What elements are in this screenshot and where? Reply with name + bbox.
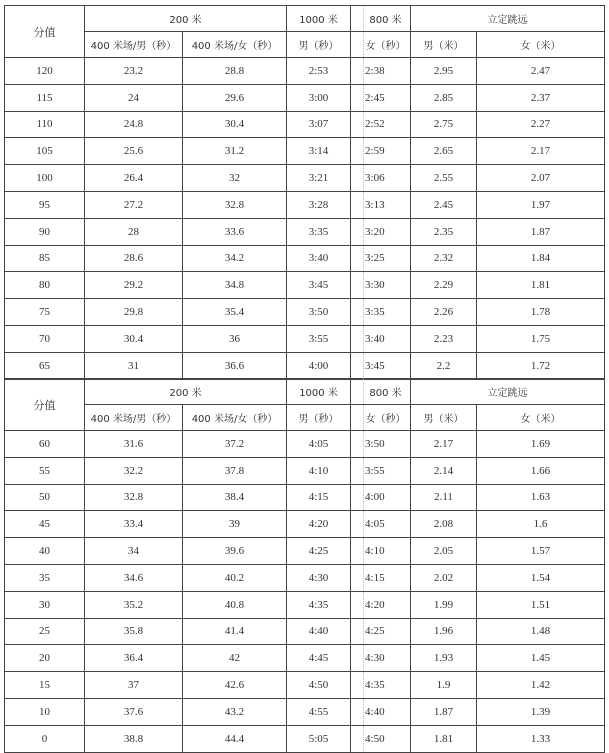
table-row bbox=[5, 564, 605, 591]
table-row bbox=[5, 218, 605, 245]
cell-200m-male: 37 bbox=[85, 672, 183, 699]
cell-200m-female: 40.2 bbox=[183, 564, 287, 591]
cell-jump-female: 1.97 bbox=[477, 191, 605, 218]
cell-800m-female: 3:40 bbox=[351, 325, 411, 352]
table-row bbox=[5, 538, 605, 565]
cell-1000m-male: 3:40 bbox=[287, 245, 351, 272]
table-row bbox=[5, 457, 605, 484]
cell-800m-female: 2:52 bbox=[351, 111, 411, 138]
header-200m-female: 400 米场/女（秒） bbox=[183, 405, 287, 431]
table-row bbox=[5, 484, 605, 511]
cell-800m-female: 3:45 bbox=[351, 352, 411, 379]
header-800m-female: 女（秒） bbox=[351, 32, 411, 58]
cell-jump-male: 2.32 bbox=[411, 245, 477, 272]
cell-800m-female: 4:30 bbox=[351, 645, 411, 672]
cell-200m-female: 37.8 bbox=[183, 457, 287, 484]
cell-1000m-male: 5:05 bbox=[287, 725, 351, 752]
cell-jump-male: 2.55 bbox=[411, 165, 477, 192]
cell-jump-female: 1.42 bbox=[477, 672, 605, 699]
header-standing-jump: 立定跳远 bbox=[411, 6, 605, 32]
cell-jump-female: 1.84 bbox=[477, 245, 605, 272]
header-1000m-male: 男（秒） bbox=[287, 405, 351, 431]
cell-score: 70 bbox=[5, 325, 85, 352]
cell-200m-male: 24 bbox=[85, 84, 183, 111]
cell-jump-male: 2.11 bbox=[411, 484, 477, 511]
header-score: 分值 bbox=[5, 6, 85, 58]
cell-jump-female: 1.33 bbox=[477, 725, 605, 752]
cell-jump-male: 2.23 bbox=[411, 325, 477, 352]
table-row bbox=[5, 58, 605, 85]
cell-jump-female: 1.81 bbox=[477, 272, 605, 299]
header-jump-male: 男（米） bbox=[411, 32, 477, 58]
score-table-upper bbox=[4, 5, 605, 380]
cell-score: 110 bbox=[5, 111, 85, 138]
cell-1000m-male: 4:40 bbox=[287, 618, 351, 645]
cell-200m-female: 39.6 bbox=[183, 538, 287, 565]
table-row bbox=[5, 245, 605, 272]
cell-score: 0 bbox=[5, 725, 85, 752]
header-row-groups bbox=[5, 6, 605, 32]
header-row-subs bbox=[5, 405, 605, 431]
cell-score: 15 bbox=[5, 672, 85, 699]
table-row bbox=[5, 272, 605, 299]
cell-200m-female: 42 bbox=[183, 645, 287, 672]
cell-200m-female: 43.2 bbox=[183, 698, 287, 725]
cell-800m-female: 3:30 bbox=[351, 272, 411, 299]
cell-jump-female: 1.48 bbox=[477, 618, 605, 645]
cell-1000m-male: 4:35 bbox=[287, 591, 351, 618]
cell-200m-female: 32 bbox=[183, 165, 287, 192]
cell-score: 50 bbox=[5, 484, 85, 511]
cell-score: 100 bbox=[5, 165, 85, 192]
table-row bbox=[5, 431, 605, 458]
cell-800m-female: 3:20 bbox=[351, 218, 411, 245]
cell-jump-male: 1.81 bbox=[411, 725, 477, 752]
cell-200m-female: 40.8 bbox=[183, 591, 287, 618]
cell-jump-male: 2.17 bbox=[411, 431, 477, 458]
cell-800m-female: 4:00 bbox=[351, 484, 411, 511]
cell-jump-male: 2.75 bbox=[411, 111, 477, 138]
cell-score: 90 bbox=[5, 218, 85, 245]
cell-800m-female: 3:25 bbox=[351, 245, 411, 272]
cell-score: 115 bbox=[5, 84, 85, 111]
cell-score: 105 bbox=[5, 138, 85, 165]
header-800m: 800 米 bbox=[351, 379, 411, 405]
cell-200m-male: 32.2 bbox=[85, 457, 183, 484]
cell-200m-male: 29.8 bbox=[85, 299, 183, 326]
cell-1000m-male: 3:07 bbox=[287, 111, 351, 138]
cell-200m-female: 30.4 bbox=[183, 111, 287, 138]
cell-score: 95 bbox=[5, 191, 85, 218]
cell-800m-female: 3:35 bbox=[351, 299, 411, 326]
cell-score: 45 bbox=[5, 511, 85, 538]
cell-200m-male: 28.6 bbox=[85, 245, 183, 272]
cell-score: 25 bbox=[5, 618, 85, 645]
cell-score: 85 bbox=[5, 245, 85, 272]
cell-1000m-male: 3:00 bbox=[287, 84, 351, 111]
cell-200m-male: 30.4 bbox=[85, 325, 183, 352]
cell-jump-male: 1.87 bbox=[411, 698, 477, 725]
table-row bbox=[5, 352, 605, 379]
header-800m-female: 女（秒） bbox=[351, 405, 411, 431]
cell-jump-male: 2.08 bbox=[411, 511, 477, 538]
cell-jump-female: 1.39 bbox=[477, 698, 605, 725]
cell-jump-male: 2.85 bbox=[411, 84, 477, 111]
table-row bbox=[5, 591, 605, 618]
cell-800m-female: 4:15 bbox=[351, 564, 411, 591]
cell-jump-female: 1.78 bbox=[477, 299, 605, 326]
table-row bbox=[5, 325, 605, 352]
cell-score: 10 bbox=[5, 698, 85, 725]
cell-jump-female: 2.07 bbox=[477, 165, 605, 192]
header-row-subs bbox=[5, 32, 605, 58]
cell-1000m-male: 4:10 bbox=[287, 457, 351, 484]
cell-200m-female: 37.2 bbox=[183, 431, 287, 458]
cell-200m-male: 24.8 bbox=[85, 111, 183, 138]
cell-200m-male: 34.6 bbox=[85, 564, 183, 591]
cell-1000m-male: 3:55 bbox=[287, 325, 351, 352]
cell-score: 65 bbox=[5, 352, 85, 379]
table-row bbox=[5, 725, 605, 752]
cell-jump-male: 1.96 bbox=[411, 618, 477, 645]
header-800m: 800 米 bbox=[351, 6, 411, 32]
cell-200m-male: 31 bbox=[85, 352, 183, 379]
header-1000m: 1000 米 bbox=[287, 379, 351, 405]
cell-800m-female: 3:55 bbox=[351, 457, 411, 484]
cell-jump-male: 2.02 bbox=[411, 564, 477, 591]
cell-score: 80 bbox=[5, 272, 85, 299]
cell-score: 20 bbox=[5, 645, 85, 672]
cell-800m-female: 4:05 bbox=[351, 511, 411, 538]
cell-jump-female: 1.75 bbox=[477, 325, 605, 352]
cell-200m-female: 36 bbox=[183, 325, 287, 352]
cell-200m-female: 32.8 bbox=[183, 191, 287, 218]
cell-jump-male: 1.93 bbox=[411, 645, 477, 672]
cell-score: 120 bbox=[5, 58, 85, 85]
cell-score: 40 bbox=[5, 538, 85, 565]
cell-200m-male: 35.8 bbox=[85, 618, 183, 645]
header-200m: 200 米 bbox=[85, 379, 287, 405]
cell-800m-female: 3:06 bbox=[351, 165, 411, 192]
cell-200m-male: 29.2 bbox=[85, 272, 183, 299]
cell-score: 35 bbox=[5, 564, 85, 591]
header-jump-female: 女（米） bbox=[477, 405, 605, 431]
cell-800m-female: 4:10 bbox=[351, 538, 411, 565]
cell-200m-female: 41.4 bbox=[183, 618, 287, 645]
cell-800m-female: 3:50 bbox=[351, 431, 411, 458]
header-1000m: 1000 米 bbox=[287, 6, 351, 32]
header-200m-male: 400 米场/男（秒） bbox=[85, 32, 183, 58]
cell-1000m-male: 4:05 bbox=[287, 431, 351, 458]
cell-200m-male: 25.6 bbox=[85, 138, 183, 165]
header-200m-male: 400 米场/男（秒） bbox=[85, 405, 183, 431]
cell-jump-female: 2.47 bbox=[477, 58, 605, 85]
cell-200m-female: 28.8 bbox=[183, 58, 287, 85]
cell-800m-female: 4:35 bbox=[351, 672, 411, 699]
cell-200m-female: 31.2 bbox=[183, 138, 287, 165]
cell-200m-female: 34.2 bbox=[183, 245, 287, 272]
cell-jump-female: 1.72 bbox=[477, 352, 605, 379]
cell-200m-female: 42.6 bbox=[183, 672, 287, 699]
cell-200m-male: 36.4 bbox=[85, 645, 183, 672]
cell-1000m-male: 4:50 bbox=[287, 672, 351, 699]
cell-jump-male: 2.05 bbox=[411, 538, 477, 565]
cell-jump-male: 1.9 bbox=[411, 672, 477, 699]
cell-1000m-male: 4:30 bbox=[287, 564, 351, 591]
cell-jump-female: 1.87 bbox=[477, 218, 605, 245]
cell-jump-female: 1.66 bbox=[477, 457, 605, 484]
cell-jump-female: 1.63 bbox=[477, 484, 605, 511]
cell-800m-female: 4:20 bbox=[351, 591, 411, 618]
table-row bbox=[5, 84, 605, 111]
cell-1000m-male: 4:00 bbox=[287, 352, 351, 379]
cell-800m-female: 2:59 bbox=[351, 138, 411, 165]
cell-200m-female: 35.4 bbox=[183, 299, 287, 326]
cell-jump-female: 1.6 bbox=[477, 511, 605, 538]
cell-1000m-male: 4:45 bbox=[287, 645, 351, 672]
cell-200m-male: 28 bbox=[85, 218, 183, 245]
table-row bbox=[5, 138, 605, 165]
cell-200m-male: 32.8 bbox=[85, 484, 183, 511]
cell-200m-female: 34.8 bbox=[183, 272, 287, 299]
table-row bbox=[5, 698, 605, 725]
cell-jump-male: 2.29 bbox=[411, 272, 477, 299]
header-1000m-male: 男（秒） bbox=[287, 32, 351, 58]
cell-800m-female: 3:13 bbox=[351, 191, 411, 218]
cell-jump-male: 2.2 bbox=[411, 352, 477, 379]
cell-jump-female: 1.45 bbox=[477, 645, 605, 672]
cell-200m-male: 33.4 bbox=[85, 511, 183, 538]
header-jump-female: 女（米） bbox=[477, 32, 605, 58]
score-table-lower bbox=[4, 378, 605, 753]
header-200m-female: 400 米场/女（秒） bbox=[183, 32, 287, 58]
cell-200m-male: 31.6 bbox=[85, 431, 183, 458]
cell-200m-male: 38.8 bbox=[85, 725, 183, 752]
cell-1000m-male: 4:25 bbox=[287, 538, 351, 565]
cell-200m-male: 23.2 bbox=[85, 58, 183, 85]
cell-800m-female: 2:38 bbox=[351, 58, 411, 85]
cell-800m-female: 2:45 bbox=[351, 84, 411, 111]
table-row bbox=[5, 645, 605, 672]
cell-200m-female: 33.6 bbox=[183, 218, 287, 245]
cell-jump-female: 1.69 bbox=[477, 431, 605, 458]
cell-800m-female: 4:50 bbox=[351, 725, 411, 752]
header-row-groups bbox=[5, 379, 605, 405]
header-standing-jump: 立定跳远 bbox=[411, 379, 605, 405]
header-jump-male: 男（米） bbox=[411, 405, 477, 431]
cell-200m-female: 39 bbox=[183, 511, 287, 538]
cell-200m-male: 26.4 bbox=[85, 165, 183, 192]
cell-score: 60 bbox=[5, 431, 85, 458]
cell-1000m-male: 4:15 bbox=[287, 484, 351, 511]
table-row bbox=[5, 618, 605, 645]
cell-1000m-male: 3:45 bbox=[287, 272, 351, 299]
table-row bbox=[5, 191, 605, 218]
table-row bbox=[5, 299, 605, 326]
cell-1000m-male: 3:50 bbox=[287, 299, 351, 326]
cell-200m-male: 37.6 bbox=[85, 698, 183, 725]
cell-jump-female: 1.54 bbox=[477, 564, 605, 591]
cell-1000m-male: 2:53 bbox=[287, 58, 351, 85]
cell-jump-female: 2.17 bbox=[477, 138, 605, 165]
cell-200m-female: 29.6 bbox=[183, 84, 287, 111]
cell-jump-male: 2.26 bbox=[411, 299, 477, 326]
cell-200m-male: 35.2 bbox=[85, 591, 183, 618]
cell-1000m-male: 3:14 bbox=[287, 138, 351, 165]
cell-jump-male: 2.14 bbox=[411, 457, 477, 484]
header-score: 分值 bbox=[5, 379, 85, 431]
cell-jump-female: 2.37 bbox=[477, 84, 605, 111]
cell-200m-female: 38.4 bbox=[183, 484, 287, 511]
cell-200m-male: 27.2 bbox=[85, 191, 183, 218]
cell-1000m-male: 3:21 bbox=[287, 165, 351, 192]
cell-score: 55 bbox=[5, 457, 85, 484]
cell-200m-female: 36.6 bbox=[183, 352, 287, 379]
cell-1000m-male: 3:28 bbox=[287, 191, 351, 218]
cell-800m-female: 4:25 bbox=[351, 618, 411, 645]
table-row bbox=[5, 165, 605, 192]
cell-jump-male: 2.35 bbox=[411, 218, 477, 245]
cell-800m-female: 4:40 bbox=[351, 698, 411, 725]
cell-score: 75 bbox=[5, 299, 85, 326]
table-row bbox=[5, 511, 605, 538]
cell-jump-male: 2.65 bbox=[411, 138, 477, 165]
cell-200m-female: 44.4 bbox=[183, 725, 287, 752]
cell-1000m-male: 4:55 bbox=[287, 698, 351, 725]
cell-jump-female: 1.51 bbox=[477, 591, 605, 618]
table-row bbox=[5, 111, 605, 138]
cell-jump-female: 1.57 bbox=[477, 538, 605, 565]
header-200m: 200 米 bbox=[85, 6, 287, 32]
cell-jump-male: 1.99 bbox=[411, 591, 477, 618]
cell-1000m-male: 4:20 bbox=[287, 511, 351, 538]
cell-jump-male: 2.45 bbox=[411, 191, 477, 218]
cell-jump-male: 2.95 bbox=[411, 58, 477, 85]
cell-1000m-male: 3:35 bbox=[287, 218, 351, 245]
cell-score: 30 bbox=[5, 591, 85, 618]
table-row bbox=[5, 672, 605, 699]
cell-jump-female: 2.27 bbox=[477, 111, 605, 138]
cell-200m-male: 34 bbox=[85, 538, 183, 565]
